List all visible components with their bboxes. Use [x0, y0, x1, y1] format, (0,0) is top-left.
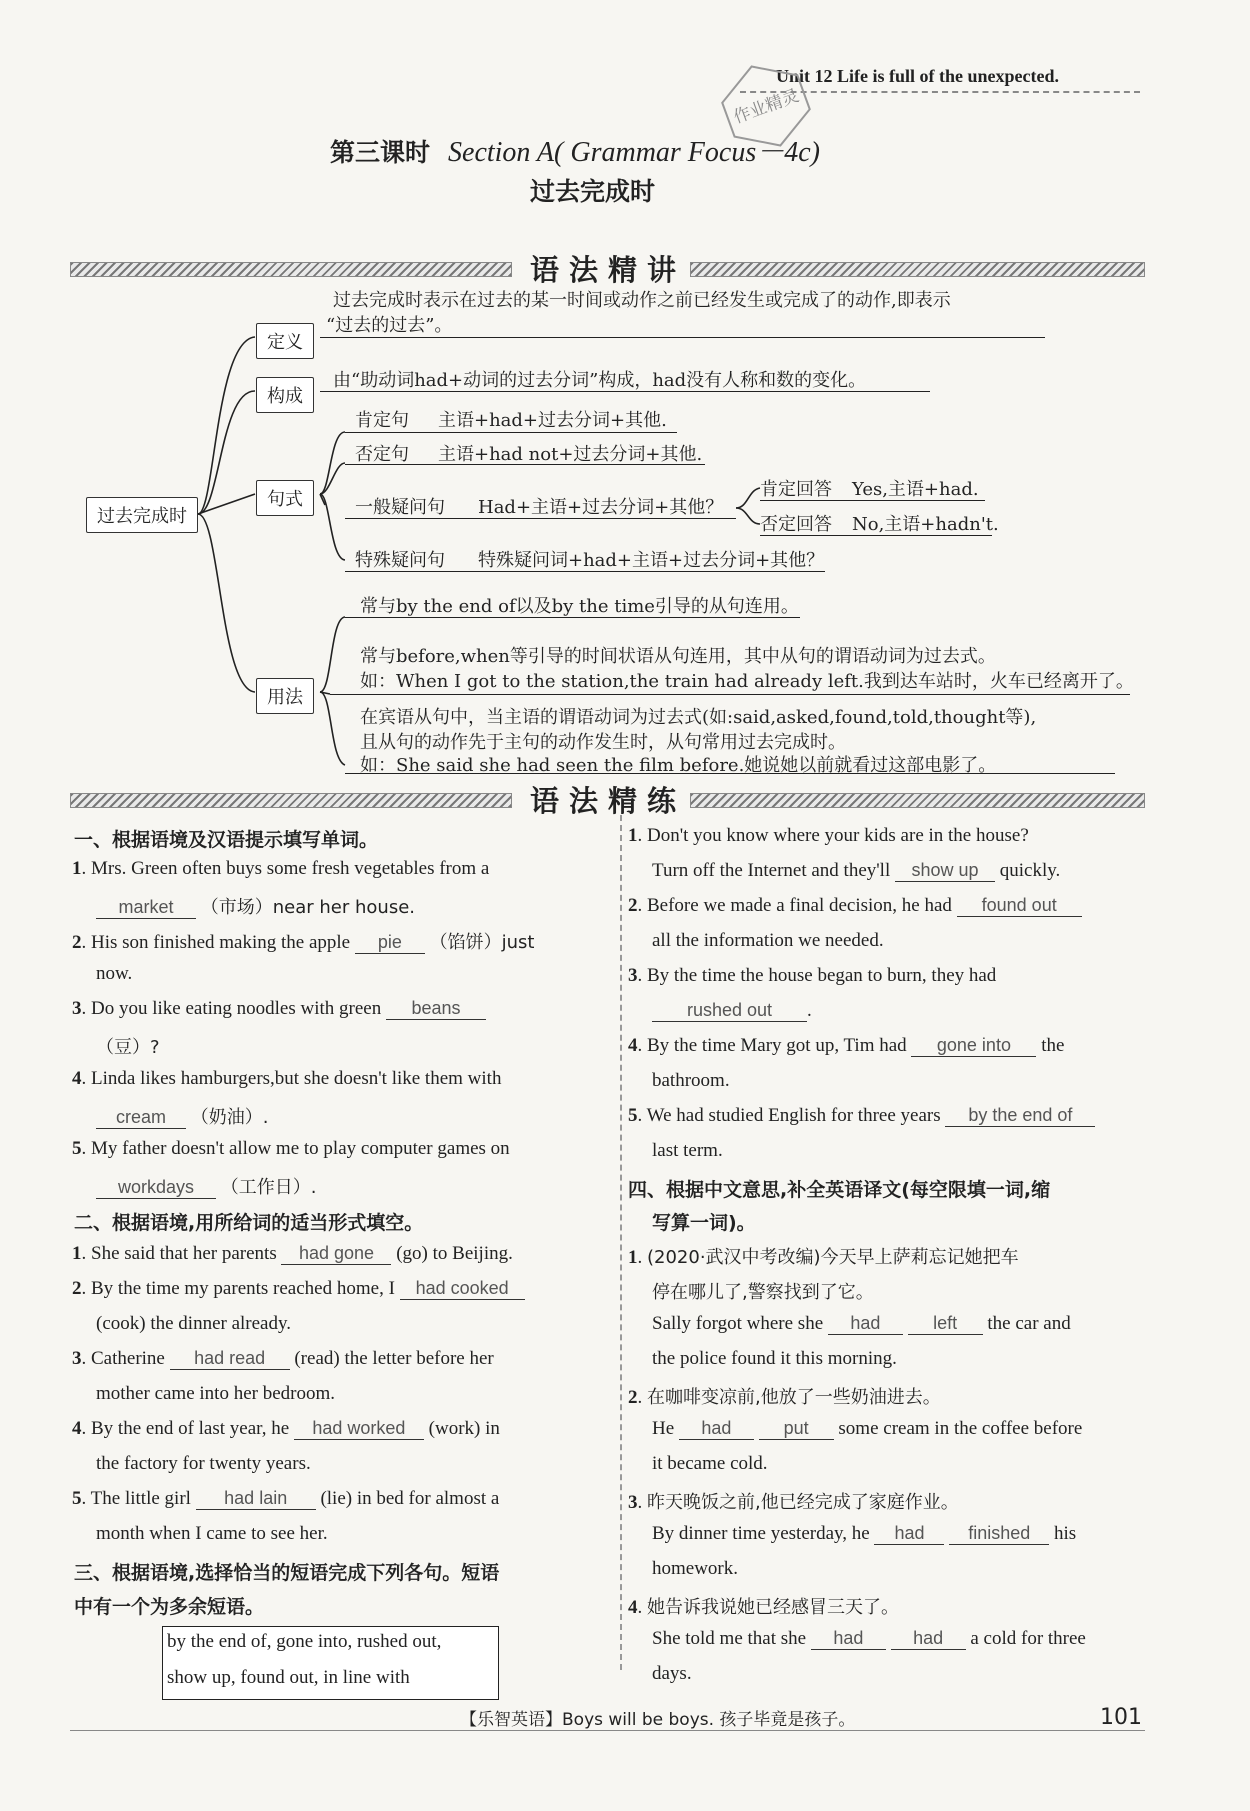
answer-blank[interactable]: gone into — [911, 1035, 1036, 1057]
p1-q1: 1. Mrs. Green often buys some fresh vegetables from a — [72, 858, 490, 879]
footer-text: 【乐智英语】Boys will be boys. 孩子毕竟是孩子。 — [460, 1710, 856, 1730]
answer-blank[interactable]: finished — [949, 1523, 1049, 1545]
negative-label: 否定句 — [355, 444, 409, 465]
p1-q4-line2: cream （奶油）. — [96, 1103, 268, 1129]
label-usage: 用法 — [256, 678, 314, 714]
banner-title: 语法精练 — [530, 784, 687, 818]
answer-blank[interactable]: put — [759, 1418, 834, 1440]
wh-label: 特殊疑问句 — [355, 550, 445, 571]
p4-q4: She told me that she had had a cold for three — [652, 1628, 1086, 1649]
p4-q2-line2: it became cold. — [652, 1453, 768, 1474]
answer-blank[interactable]: cream — [96, 1107, 186, 1129]
p4-q3-cn: 3. 昨天晚饭之前,他已经完成了家庭作业。 — [628, 1492, 959, 1513]
phrase-list-1: by the end of, gone into, rushed out, — [167, 1631, 442, 1652]
p2-q2: 2. By the time my parents reached home, I had cooked — [72, 1278, 525, 1300]
lesson-subtitle: 过去完成时 — [530, 177, 656, 206]
answer-blank[interactable]: beans — [386, 998, 486, 1020]
phrase-box — [162, 1626, 499, 1700]
answer-blank[interactable]: had — [891, 1628, 966, 1650]
answer-blank[interactable]: market — [96, 897, 196, 919]
usage-3b: 且从句的动作先于主句的动作发生时，从句常用过去完成时。 — [360, 732, 846, 753]
affirm-text: 主语+had+过去分词+其他. — [438, 410, 667, 431]
part1-title: 一、根据语境及汉语提示填写单词。 — [74, 829, 379, 851]
part2-title: 二、根据语境,用所给词的适当形式填空。 — [74, 1212, 424, 1234]
p3-q3-line2: rushed out . — [652, 1000, 812, 1022]
p2-q3-line2: mother came into her bedroom. — [96, 1383, 336, 1404]
answer-blank[interactable]: had gone — [281, 1243, 391, 1265]
answer-blank[interactable]: had cooked — [400, 1278, 525, 1300]
p3-q3: 3. By the time the house began to burn, they had — [628, 965, 997, 986]
label-definition: 定义 — [256, 323, 314, 359]
p4-q2-cn: 2. 在咖啡变凉前,他放了一些奶油进去。 — [628, 1387, 941, 1408]
lesson-number: 第三课时 — [330, 138, 431, 167]
mindmap-root: 过去完成时 — [86, 497, 198, 533]
answer-blank[interactable]: had — [679, 1418, 754, 1440]
no-answer-label: 否定回答 — [760, 514, 832, 535]
p4-q1-cn-2: 停在哪儿了,警察找到了它。 — [652, 1282, 874, 1303]
p2-q4: 4. By the end of last year, he had worked (work) in — [72, 1418, 500, 1439]
p4-q1: Sally forgot where she had left the car and — [652, 1313, 1071, 1334]
answer-blank[interactable]: workdays — [96, 1177, 216, 1199]
answer-blank[interactable]: had — [828, 1313, 903, 1335]
p1-q1-line2: market （市场）near her house. — [96, 893, 415, 919]
answer-blank[interactable]: pie — [355, 932, 425, 954]
usage-2a: 常与before,when等引导的时间状语从句连用，其中从句的谓语动词为过去式。 — [360, 646, 996, 667]
formation-text: 由“助动词had+动词的过去分词”构成，had没有人称和数的变化。 — [333, 370, 867, 391]
answer-blank[interactable]: found out — [957, 895, 1082, 917]
p3-q5: 5. We had studied English for three years by the end of — [628, 1105, 1095, 1127]
usage-1: 常与by the end of以及by the time引导的从句连用。 — [360, 596, 799, 617]
p1-q4: 4. Linda likes hamburgers,but she doesn't like them with — [72, 1068, 502, 1089]
p4-q3-line2: homework. — [652, 1558, 739, 1579]
answer-blank[interactable]: by the end of — [945, 1105, 1095, 1127]
answer-blank[interactable]: rushed out — [652, 1000, 807, 1022]
answer-blank[interactable]: show up — [895, 860, 995, 882]
p1-q2: 2. His son finished making the apple pie （馅饼）just — [72, 932, 535, 953]
p3-q4: 4. By the time Mary got up, Tim had gone into the — [628, 1035, 1065, 1056]
p1-q3: 3. Do you like eating noodles with green beans — [72, 998, 486, 1020]
p3-q4-line2: bathroom. — [652, 1070, 730, 1091]
p4-q1-line2: the police found it this morning. — [652, 1348, 897, 1369]
answer-blank[interactable]: had read — [170, 1348, 290, 1370]
p3-q1-line2: Turn off the Internet and they'll show up quickly. — [652, 860, 1061, 881]
part3-title-2: 中有一个为多余短语。 — [74, 1596, 265, 1618]
yes-answer-text: Yes,主语+had. — [852, 479, 979, 500]
answer-blank[interactable]: had — [811, 1628, 886, 1650]
stamp-text: 作业精灵 — [730, 85, 802, 128]
p4-q3: By dinner time yesterday, he had finished his — [652, 1523, 1077, 1544]
definition-text-2: “过去的过去”。 — [326, 315, 453, 336]
answer-blank[interactable]: left — [908, 1313, 983, 1335]
p2-q5: 5. The little girl had lain (lie) in bed for almost a — [72, 1488, 500, 1509]
p4-q2: He had put some cream in the coffee before — [652, 1418, 1083, 1439]
answer-blank[interactable]: had — [874, 1523, 944, 1545]
p2-q4-line2: the factory for twenty years. — [96, 1453, 311, 1474]
phrase-list-2: show up, found out, in line with — [167, 1667, 410, 1688]
answer-blank[interactable]: had worked — [294, 1418, 424, 1440]
part4-title-2: 写算一词)。 — [652, 1212, 756, 1234]
p3-q5-line2: last term. — [652, 1140, 723, 1161]
definition-text-1: 过去完成时表示在过去的某一时间或动作之前已经发生或完成了的动作,即表示 — [333, 290, 951, 311]
banner-title: 语法精讲 — [530, 253, 687, 287]
p3-q2-line2: all the information we needed. — [652, 930, 884, 951]
part4-title-1: 四、根据中文意思,补全英语译文(每空限填一词,缩 — [628, 1179, 1051, 1201]
no-answer-text: No,主语+hadn't. — [852, 514, 999, 535]
unit-title: Unit 12 Life is full of the unexpected. — [776, 66, 1059, 86]
affirm-label: 肯定句 — [355, 410, 409, 431]
p2-q3: 3. Catherine had read (read) the letter before her — [72, 1348, 494, 1369]
p1-q5-line2: workdays （工作日）. — [96, 1173, 316, 1199]
p2-q1: 1. She said that her parents had gone (go) to Beijing. — [72, 1243, 513, 1264]
practice-banner — [70, 784, 1145, 818]
p3-q2: 2. Before we made a final decision, he had found out — [628, 895, 1082, 917]
answer-blank[interactable]: had lain — [196, 1488, 316, 1510]
p1-q2-line2: now. — [96, 963, 133, 984]
negative-text: 主语+had not+过去分词+其他. — [438, 444, 703, 465]
p3-q1: 1. Don't you know where your kids are in the house? — [628, 825, 1029, 846]
yesno-text: Had+主语+过去分词+其他？ — [478, 497, 724, 518]
p2-q2-line2: (cook) the dinner already. — [96, 1313, 292, 1334]
footer-rule — [70, 1730, 1145, 1731]
p4-q1-cn: 1. (2020·武汉中考改编)今天早上萨莉忘记她把车 — [628, 1247, 1019, 1268]
label-formation: 构成 — [256, 377, 314, 413]
part3-title-1: 三、根据语境,选择恰当的短语完成下列各句。短语 — [74, 1562, 500, 1584]
lesson-title — [330, 130, 820, 170]
p4-q4-line2: days. — [652, 1663, 692, 1684]
p1-q5: 5. My father doesn't allow me to play computer games on — [72, 1138, 510, 1159]
usage-3c: 如：She said she had seen the film before.她说她以前就看过这部电影了。 — [360, 755, 997, 776]
p1-q3-line2: （豆）? — [96, 1037, 160, 1058]
wh-text: 特殊疑问词+had+主语+过去分词+其他？ — [478, 550, 825, 571]
usage-2b: 如：When I got to the station,the train had already left.我到达车站时，火车已经离开了。 — [360, 671, 1134, 692]
usage-3a: 在宾语从句中，当主语的谓语动词为过去式(如:said,asked,found,told,thought等), — [360, 707, 1037, 728]
p2-q5-line2: month when I came to see her. — [96, 1523, 328, 1544]
page-number: 101 — [1100, 1705, 1142, 1730]
p4-q4-cn: 4. 她告诉我说她已经感冒三天了。 — [628, 1597, 899, 1618]
grammar-banner — [70, 253, 1145, 287]
label-patterns: 句式 — [256, 480, 314, 516]
yesno-label: 一般疑问句 — [355, 497, 445, 518]
lesson-section: Section A( Grammar Focus－4c) — [448, 137, 820, 168]
yes-answer-label: 肯定回答 — [760, 479, 832, 500]
column-divider — [620, 815, 622, 1670]
